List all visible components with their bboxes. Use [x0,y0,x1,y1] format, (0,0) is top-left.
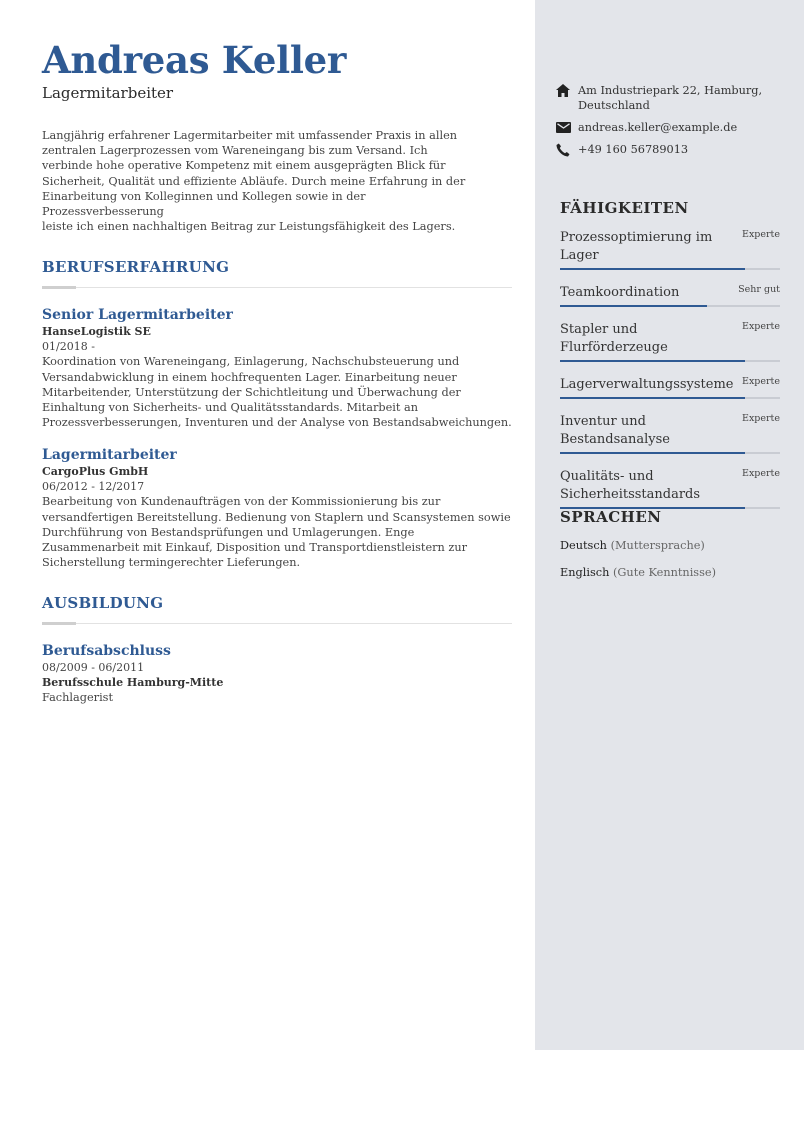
skill-item [560,468,780,509]
entry-date: 01/2018 - [42,340,95,354]
skill-item [560,413,780,454]
skill-bar-fill [560,397,745,399]
contact-email[interactable] [555,120,785,135]
entry-degree: Fachlagerist [42,691,114,705]
skill-name: Qualitäts- und Sicherheitsstandards [560,469,701,502]
skill-item [560,376,780,399]
skill-level: Experte [742,468,780,479]
job-title: Lagermitarbeiter [42,84,174,102]
language-level: (Gute Kenntnisse) [612,566,716,579]
skill-level: Experte [742,413,780,424]
contact-address [555,83,785,113]
mail-icon [555,120,571,135]
profile-summary [42,128,472,234]
languages-heading: SPRACHEN [560,508,662,526]
summary-line: Einarbeitung von Kolleginnen und Kollegen sowie in der Prozessverbesserung [42,189,366,219]
entry-company: HanseLogistik SE [42,325,151,339]
skill-item [560,284,780,307]
contact-phone[interactable] [555,142,785,157]
skill-name: Stapler und Flurförderzeuge [560,322,668,355]
sidebar [535,0,804,1050]
email-text[interactable]: andreas.keller@example.de [578,121,738,134]
experience-entry [42,446,512,570]
entry-description: Bearbeitung von Kundenaufträgen von der Kommissionierung bis zur versandfertigen Bereitstellung. Bedienung von Staplern und Scansystemen sowie Durchführung von Bestandsprüfungen und Umlagerungen. Enge Zusammenarbeit mit Einkauf, Disposition und Transportdienstleistern zur Sicherstellung termingerechter Lieferungen. [42,495,511,570]
skills-heading: FÄHIGKEITEN [560,199,689,217]
education-heading: AUSBILDUNG [42,594,164,613]
education-section-header [42,594,512,626]
section-divider [42,622,512,626]
skill-item [560,321,780,362]
summary-line: verbinde hohe operative Kompetenz mit einem ausgeprägten Blick für [42,159,446,173]
skill-name: Teamkoordination [560,285,680,300]
skill-name: Lagerverwaltungssysteme [560,377,734,392]
entry-company: CargoPlus GmbH [42,465,149,479]
language-item [560,538,780,553]
skill-item [560,229,780,270]
skill-bar-fill [560,452,745,454]
experience-section-header [42,258,512,290]
phone-icon [555,142,571,157]
skill-level: Sehr gut [738,284,780,295]
skill-bar [560,360,780,362]
skill-bar-fill [560,305,707,307]
skill-level: Experte [742,229,780,240]
skill-bar-fill [560,360,745,362]
skill-level: Experte [742,376,780,387]
language-item [560,565,780,580]
skill-bar-fill [560,268,745,270]
skill-name: Prozessoptimierung im Lager [560,230,713,263]
summary-line: Langjährig erfahrener Lagermitarbeiter mit umfassender Praxis in allen [42,129,458,142]
skill-level: Experte [742,321,780,332]
candidate-name: Andreas Keller [42,38,347,82]
entry-school: Berufsschule Hamburg-Mitte [42,676,224,690]
section-divider [42,286,512,290]
entry-date: 08/2009 - 06/2011 [42,661,145,675]
summary-line: leiste ich einen nachhaltigen Beitrag zur Leistungsfähigkeit des Lagers. [42,220,456,234]
entry-description: Koordination von Wareneingang, Einlagerung, Nachschubsteuerung und Versandabwicklung in einem hochfrequenten Lager. Einarbeitung neuer Mitarbeitender, Unterstützung der Schichtleitung und Überwachung der Einhaltung von Sicherheits- und Qualitätsstandards. Mitarbeit an Prozessverbesserungen, Inventuren und der Analyse von Bestandsabweichungen. [42,355,512,430]
contact-info [555,83,785,164]
address-text: Am Industriepark 22, Hamburg, Deutschland [578,84,763,112]
entry-title: Senior Lagermitarbeiter [42,307,233,324]
skill-bar [560,452,780,454]
language-level: (Muttersprache) [610,539,705,552]
language-name: Englisch [560,566,610,579]
summary-line: zentralen Lagerprozessen vom Wareneingang bis zum Versand. Ich [42,144,428,158]
skill-name: Inventur und Bestandsanalyse [560,414,670,447]
skill-bar [560,268,780,270]
skill-bar [560,305,780,307]
experience-entry [42,306,512,430]
language-name: Deutsch [560,539,607,552]
skill-bar [560,397,780,399]
entry-title: Lagermitarbeiter [42,447,177,464]
education-entry [42,642,512,705]
home-icon [555,83,571,98]
entry-date: 06/2012 - 12/2017 [42,480,145,494]
summary-line: Sicherheit, Qualität und effiziente Abläufe. Durch meine Erfahrung in der [42,174,466,188]
main-column [42,38,512,705]
skills-section [560,199,780,509]
languages-section [560,508,780,580]
experience-heading: BERUFSERFAHRUNG [42,258,230,277]
phone-text[interactable]: +49 160 56789013 [578,143,689,156]
entry-title: Berufsabschluss [42,643,171,660]
